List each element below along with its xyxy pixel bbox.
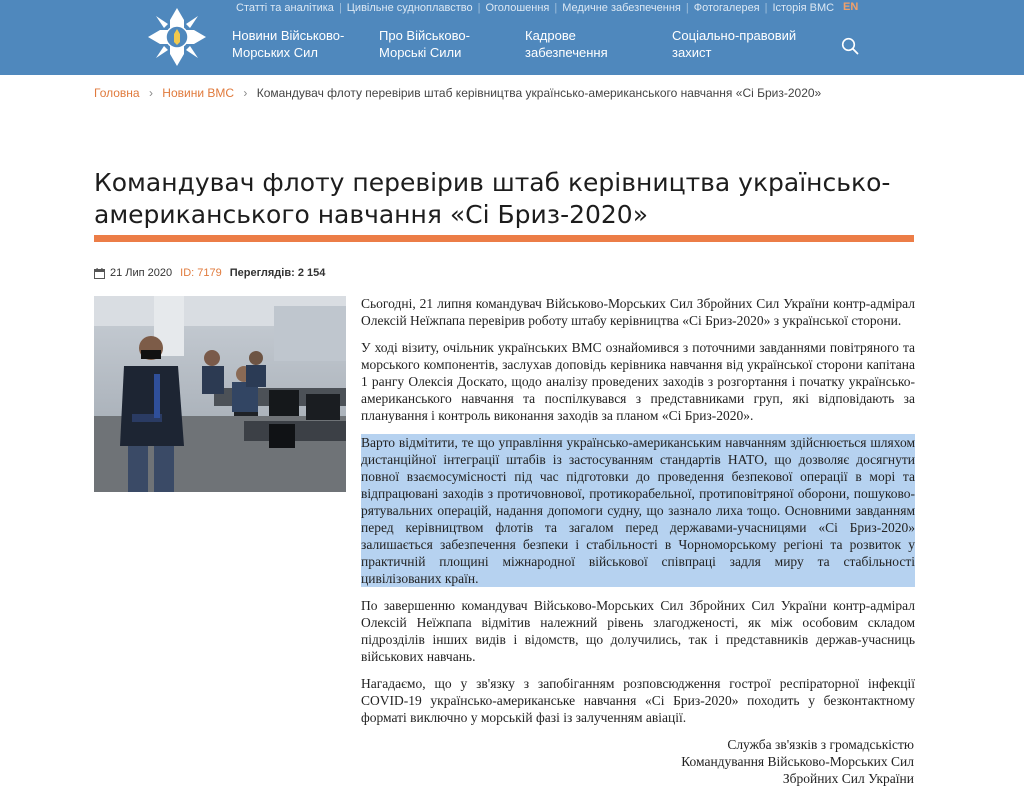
separator: | bbox=[764, 2, 768, 14]
site-header bbox=[0, 0, 1024, 75]
top-link-articles[interactable]: Статті та аналітика bbox=[236, 2, 334, 14]
calendar-icon bbox=[94, 268, 105, 279]
nav-item-label: Кадрове bbox=[525, 28, 576, 43]
nav-item-label: Новини Військово- bbox=[232, 28, 345, 43]
page-title bbox=[94, 167, 914, 231]
top-link-photo-gallery[interactable]: Фотогалерея bbox=[693, 2, 760, 14]
article-paragraph-highlighted: Варто відмітити, те що управління українсько-американським навчанням здійснюється шляхом дистанційної інтеграції штабів із застосуванням стандартів НАТО, що дозволяє досягнути повної взаємосумісності під час підготовки до проведення безпекової операції в морі та відпрацювані заходів з протичовнової, протикорабельної, протиповітряної оборони, пошуково-рятувальних операцій, надання допомоги судну, що зазнало лиха тощо. Основними завданням перед керівництвом флотів та загалом перед державами-учасницями «Сі Бриз-2020» залишається забезпечення безпеки і стабільності в Чорноморському регіоні та розвиток у практичній площині міжнародної військової співпраці задля миру та стабільності цивілізованих країн. bbox=[361, 435, 915, 586]
nav-item-label: Про Військово- bbox=[379, 28, 470, 43]
article-paragraph: Сьогодні, 21 липня командувач Військово-Морських Сил Збройних Сил України контр-адмірал Олексій Неїжпапа перевірив роботу штабу керівництва «Сі Бриз-2020» з української сторони. bbox=[361, 296, 915, 328]
language-switch[interactable]: EN bbox=[843, 1, 859, 13]
separator: | bbox=[685, 2, 689, 14]
search-icon[interactable] bbox=[841, 37, 859, 55]
article-photo bbox=[94, 296, 346, 492]
article-paragraph: Нагадаємо, що у зв'язку з запобіганням розповсюдження гострої респіраторної інфекції COVID-19 українсько-американське навчання «Сі Бриз-2020» походить у безконтактному форматі виключно у морській фазі із залученням авіації. bbox=[361, 676, 915, 725]
article-body bbox=[361, 295, 915, 736]
top-link-medical[interactable]: Медичне забезпечення bbox=[562, 2, 681, 14]
top-links bbox=[236, 0, 834, 16]
nav-item-about-navy[interactable] bbox=[379, 27, 470, 61]
article-views: Переглядів: 2 154 bbox=[229, 267, 326, 279]
title-line: Командувач флоту перевірив штаб керівництва українсько- bbox=[94, 168, 891, 197]
signature-line: Командування Військово-Морських Сил bbox=[681, 754, 914, 769]
signature-line: Збройних Сил України bbox=[782, 771, 914, 786]
top-link-announcements[interactable]: Оголошення bbox=[485, 2, 550, 14]
top-link-history[interactable]: Історія ВМС bbox=[772, 2, 835, 14]
nav-item-social-legal[interactable] bbox=[672, 27, 796, 61]
separator: | bbox=[338, 2, 342, 14]
nav-item-label: Морські Сили bbox=[379, 45, 462, 60]
title-divider bbox=[94, 235, 914, 242]
breadcrumb-separator: › bbox=[243, 86, 248, 100]
breadcrumb-separator: › bbox=[148, 86, 153, 100]
article-signature bbox=[560, 736, 914, 787]
emblem-logo-icon[interactable] bbox=[146, 6, 208, 68]
nav-item-navy-news[interactable] bbox=[232, 27, 344, 61]
nav-item-label: забезпечення bbox=[525, 45, 608, 60]
breadcrumb-section[interactable]: Новини ВМС bbox=[162, 86, 235, 100]
top-link-civil-shipping[interactable]: Цивільне судноплавство bbox=[346, 2, 473, 14]
article-paragraph: По завершенню командувач Військово-Морських Сил Збройних Сил України контр-адмірал Олексій Неїжпапа відмітив належний рівень злагодженості, як між особовим складом підрозділів інших видів і відомств, що долучились, так і представників держав-учасниць військових навчань. bbox=[361, 598, 915, 664]
title-line: американського навчання «Сі Бриз-2020» bbox=[94, 200, 649, 229]
article-paragraph: У ході візиту, очільник українських ВМС ознайомився з поточними завданнями повітряного та морського компонентів, заслухав доповідь керівника навчання від української сторони капітана 1 рангу Олексія Доскато, щодо аналізу проведених заходів з розгортання і початку українсько-американського навчання та поспілкувався з представниками груп, які відповідають за планування і контроль виконання заходів за планом «Сі Бриз-2020». bbox=[361, 340, 915, 423]
breadcrumb-current: Командувач флоту перевірив штаб керівництва українсько-американського навчання «Сі Бриз-2020» bbox=[256, 86, 822, 100]
separator: | bbox=[554, 2, 558, 14]
article-date: 21 Лип 2020 bbox=[110, 267, 173, 279]
nav-item-label: Соціально-правовий bbox=[672, 28, 797, 43]
article-meta bbox=[94, 266, 325, 280]
nav-item-label: Морських Сил bbox=[232, 45, 319, 60]
breadcrumb bbox=[94, 85, 821, 101]
breadcrumb-home[interactable]: Головна bbox=[94, 86, 140, 100]
nav-item-label: захист bbox=[672, 45, 712, 60]
main-nav bbox=[232, 27, 872, 67]
nav-item-personnel[interactable] bbox=[525, 27, 608, 61]
signature-line: Служба зв'язків з громадськістю bbox=[727, 737, 914, 752]
article-id: ID: 7179 bbox=[180, 267, 222, 279]
separator: | bbox=[477, 2, 481, 14]
